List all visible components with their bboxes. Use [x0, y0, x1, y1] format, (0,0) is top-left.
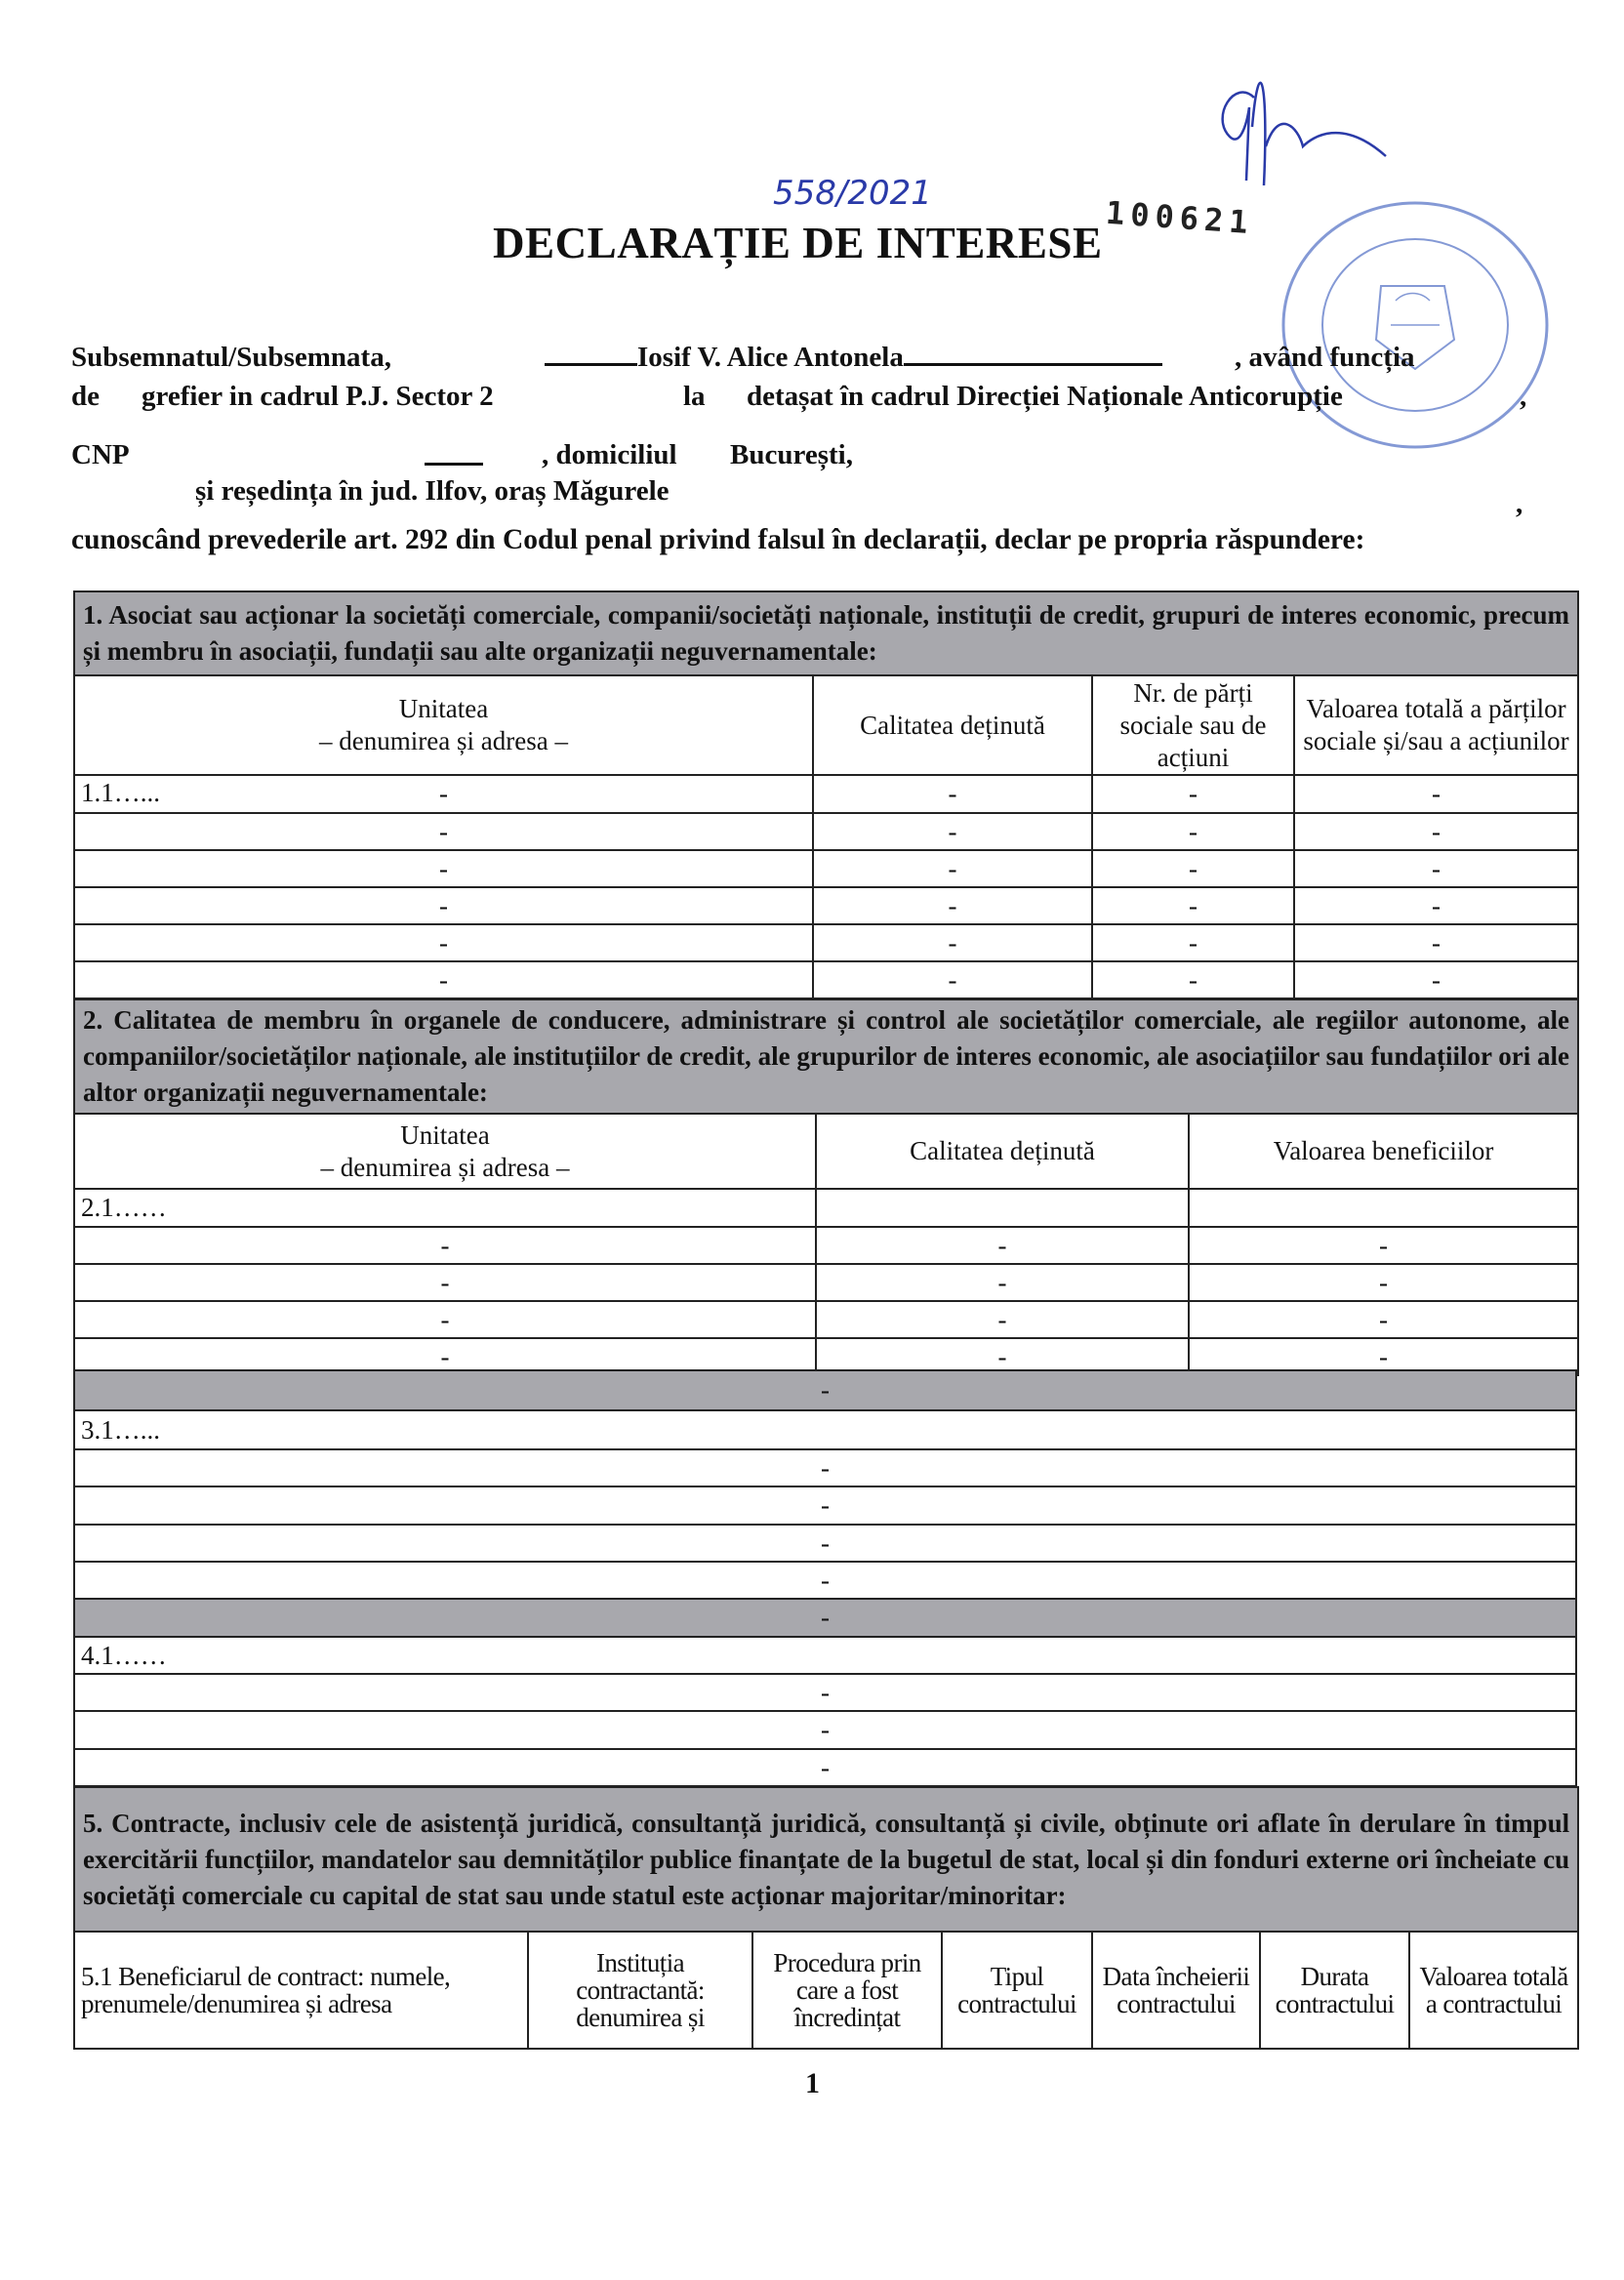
official-stamp-icon [1274, 193, 1557, 457]
cnp-field [425, 439, 483, 473]
table-row [74, 1264, 1578, 1301]
table-cell: - [1294, 813, 1578, 850]
declarant-residence: și reședința în jud. Ilfov, oraș Măgurele [195, 475, 670, 507]
stamp-number: 100621 [1104, 193, 1255, 242]
table-cell: - [74, 850, 813, 887]
column-header-contract-duration: Durata contractului [1260, 1932, 1409, 2049]
table-cell: - [74, 961, 813, 998]
table-cell: - [816, 1227, 1189, 1264]
row-label: 1.1…... [81, 778, 160, 807]
section-2-heading: 2. Calitatea de membru în organele de conducere, administrare și control ale societăților comerciale, ale regiilor autonome, ale companiilor/societăților naționale, ale instituțiilor de credit, ale grupurilor de interes economic, ale asociațiilor sau fundațiilor ori ale altor organizații neguvernamentale: [74, 999, 1578, 1114]
header-line: Unitatea [398, 694, 489, 723]
table-cell: - [816, 1338, 1189, 1375]
table-cell: - [813, 813, 1092, 850]
section-3-heading: - [74, 1370, 1576, 1410]
section-5-table [73, 1786, 1579, 2050]
section-2-table [73, 998, 1579, 1376]
signature [1186, 68, 1401, 205]
table-cell: - [74, 1449, 1576, 1486]
table-row [74, 924, 1578, 961]
underline [904, 342, 1162, 366]
declarant-function: grefier in cadrul P.J. Sector 2 [142, 381, 494, 412]
table-row [74, 887, 1578, 924]
column-header-contract-type: Tipul contractului [942, 1932, 1092, 2049]
section-3-4-table [73, 1369, 1577, 1787]
table-cell: - [74, 1264, 816, 1301]
page-title: DECLARAȚIE DE INTERESE [493, 218, 1103, 267]
cell-value: - [439, 779, 448, 808]
column-header-role: Calitatea deținută [816, 1114, 1189, 1189]
column-header-contract-date: Data încheierii contractului [1092, 1932, 1260, 2049]
column-header-role: Calitatea deținută [813, 675, 1092, 775]
table-cell: - [816, 1301, 1189, 1338]
table-cell: - [74, 1301, 816, 1338]
column-header-total-value: Valoarea totală a părților sociale și/sau a acțiunilor [1294, 675, 1578, 775]
section-4-heading: - [74, 1599, 1576, 1637]
declarant-name: Iosif V. Alice Antonela [637, 342, 904, 373]
table-cell: - [813, 961, 1092, 998]
table-cell: - [813, 924, 1092, 961]
column-header-beneficiary: 5.1 Beneficiarul de contract: numele, prenumele/denumirea și adresa [74, 1932, 528, 2049]
declaration-statement: cunoscând prevederile art. 292 din Codul penal privind falsul în declarații, declar pe propria răspundere: [71, 524, 1365, 555]
table-cell: - [1294, 924, 1578, 961]
table-cell: - [816, 1264, 1189, 1301]
table-cell: - [1189, 1301, 1578, 1338]
comma: , [1520, 381, 1527, 412]
section-5-heading: 5. Contracte, inclusiv cele de asistență juridică, consultanță juridică, consultanță și civile, obținute ori aflate în derulare în timpul exercitării funcțiilor, mandatelor sau demnităților publice finanțate de la bugetul de stat, local și din fonduri externe ori încheiate cu societăți comerciale cu capital de stat sau unde statul este acționar majoritar/minoritar: [74, 1787, 1578, 1932]
label-cnp: CNP [71, 439, 130, 470]
header-line: Unitatea [400, 1120, 490, 1150]
table-cell: - [74, 1749, 1576, 1786]
table-cell: - [1189, 1227, 1578, 1264]
table-row [74, 1227, 1578, 1264]
table-cell: - [1092, 961, 1294, 998]
underline [545, 342, 637, 366]
row-label: 3.1…... [74, 1410, 1576, 1449]
page-number: 1 [805, 2067, 820, 2099]
comma: , [1516, 488, 1523, 519]
table-row [74, 775, 1578, 813]
table-cell: - [1092, 775, 1294, 813]
column-header-shares: Nr. de părți sociale sau de acțiuni [1092, 675, 1294, 775]
row-label: 4.1…… [74, 1637, 1576, 1674]
table-cell: - [1092, 813, 1294, 850]
column-header-contracting-institution: Instituția contractantă: denumirea și [528, 1932, 752, 2049]
table-cell: - [74, 1711, 1576, 1749]
table-cell: - [1294, 961, 1578, 998]
table-cell: - [74, 1227, 816, 1264]
declarant-domicile: București, [730, 439, 853, 470]
table-row [74, 961, 1578, 998]
table-cell [816, 1189, 1189, 1227]
table-row [74, 850, 1578, 887]
table-cell: - [1092, 924, 1294, 961]
table-cell: - [74, 1525, 1576, 1562]
table-cell: - [1294, 887, 1578, 924]
column-header-procedure: Procedura prin care a fost încredințat [752, 1932, 942, 2049]
column-header-benefits: Valoarea beneficiilor [1189, 1114, 1578, 1189]
declarant-name-field [545, 342, 1162, 374]
table-row [74, 1301, 1578, 1338]
table-cell: - [74, 1338, 816, 1375]
table-cell [74, 775, 813, 813]
registration-number-handwritten: 558/2021 [773, 174, 932, 213]
table-cell: - [1189, 1338, 1578, 1375]
table-cell: - [1294, 775, 1578, 813]
column-header-contract-value: Valoarea totală a contractului [1409, 1932, 1578, 2049]
label-avand-functia: , având funcția [1235, 342, 1415, 373]
header-line: – denumirea și adresa – [319, 726, 568, 755]
table-row [74, 1189, 1578, 1227]
underline [425, 439, 483, 466]
table-cell: - [813, 887, 1092, 924]
table-cell: - [1189, 1264, 1578, 1301]
table-row [74, 813, 1578, 850]
table-cell: - [74, 813, 813, 850]
declarant-institution: detașat în cadrul Direcției Naționale Anticorupție [747, 381, 1343, 412]
table-cell: - [1092, 850, 1294, 887]
table-cell [1189, 1189, 1578, 1227]
section-1-heading: 1. Asociat sau acționar la societăți comerciale, companii/societăți naționale, instituții de credit, grupuri de interes economic, precum și membru în asociații, fundații sau alte organizații neguvernamentale: [74, 591, 1578, 675]
header-line: – denumirea și adresa – [320, 1152, 570, 1182]
section-1-table [73, 590, 1579, 999]
label-domiciliul: , domiciliul [542, 439, 677, 470]
label-de: de [71, 381, 100, 412]
column-header-unit [74, 675, 813, 775]
table-cell: - [74, 1486, 1576, 1525]
table-cell: - [1092, 887, 1294, 924]
table-cell: - [74, 924, 813, 961]
table-cell: - [813, 850, 1092, 887]
table-cell: - [74, 1562, 1576, 1599]
row-label: 2.1…… [74, 1189, 816, 1227]
table-cell: - [74, 887, 813, 924]
table-cell: - [74, 1674, 1576, 1711]
column-header-unit [74, 1114, 816, 1189]
label-subsemnatul: Subsemnatul/Subsemnata, [71, 342, 391, 373]
table-cell: - [1294, 850, 1578, 887]
label-la: la [683, 381, 706, 412]
table-cell: - [813, 775, 1092, 813]
